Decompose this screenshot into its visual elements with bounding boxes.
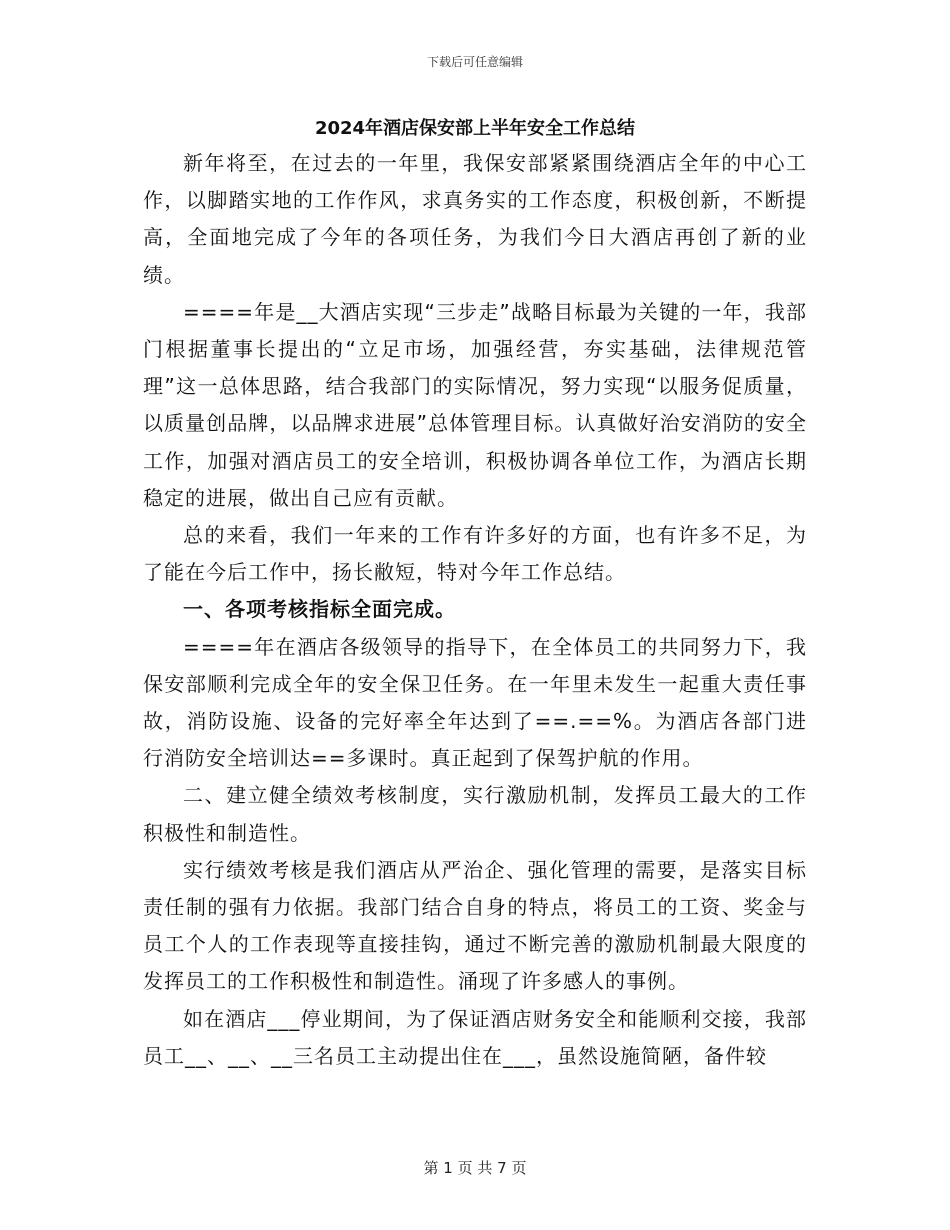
paragraph-intro: 新年将至，在过去的一年里，我保安部紧紧围绕酒店全年的中心工作，以脚踏实地的工作作风，求真务实的工作态度，积极创新，不断提高，全面地完成了今年的各项任务，为我们今日大酒店再创了新的业绩。 <box>143 151 807 287</box>
paragraph-example: 如在酒店___停业期间，为了保证酒店财务安全和能顺利交接，我部员工__、__、__三名员工主动提出住在___，虽然设施简陋，备件较 <box>143 1006 807 1068</box>
document-title: 2024年酒店保安部上半年安全工作总结 <box>314 118 636 139</box>
section-heading-1: 一、各项考核指标全面完成。 <box>183 597 456 622</box>
page-number: 第 1 页 共 7 页 <box>423 1159 527 1177</box>
section-heading-2: 二、建立健全绩效考核制度，实行激励机制，发挥员工最大的工作积极性和制造性。 <box>143 783 807 845</box>
paragraph-achievements: ====年在酒店各级领导的指导下，在全体员工的共同努力下，我保安部顺利完成全年的安全保卫任务。在一年里未发生一起重大责任事故，消防设施、设备的完好率全年达到了==.==%。为酒店各部门进行消防安全培训达==多课时。真正起到了保驾护航的作用。 <box>143 634 807 771</box>
document-body <box>143 145 807 1075</box>
paragraph-strategy: ====年是__大酒店实现“三步走”战略目标最为关键的一年，我部门根据董事长提出的“立足市场，加强经营，夯实基础，法律规范管理”这一总体思路，结合我部门的实际情况，努力实现“以服务促质量，以质量创品牌，以品牌求进展”总体管理目标。认真做好治安消防的安全工作，加强对酒店员工的安全培训，积极协调各单位工作，为酒店长期稳定的进展，做出自己应有贡献。 <box>143 299 807 510</box>
header-note: 下载后可任意编辑 <box>426 55 523 69</box>
paragraph-performance: 实行绩效考核是我们酒店从严治企、强化管理的需要，是落实目标责任制的强有力依据。我部门结合自身的特点，将员工的工资、奖金与员工个人的工作表现等直接挂钩，通过不断完善的激励机制最大限度的发挥员工的工作积极性和制造性。涌现了许多感人的事例。 <box>143 857 807 994</box>
paragraph-overview: 总的来看，我们一年来的工作有许多好的方面，也有许多不足，为了能在今后工作中，扬长敝短，特对今年工作总结。 <box>143 523 807 585</box>
